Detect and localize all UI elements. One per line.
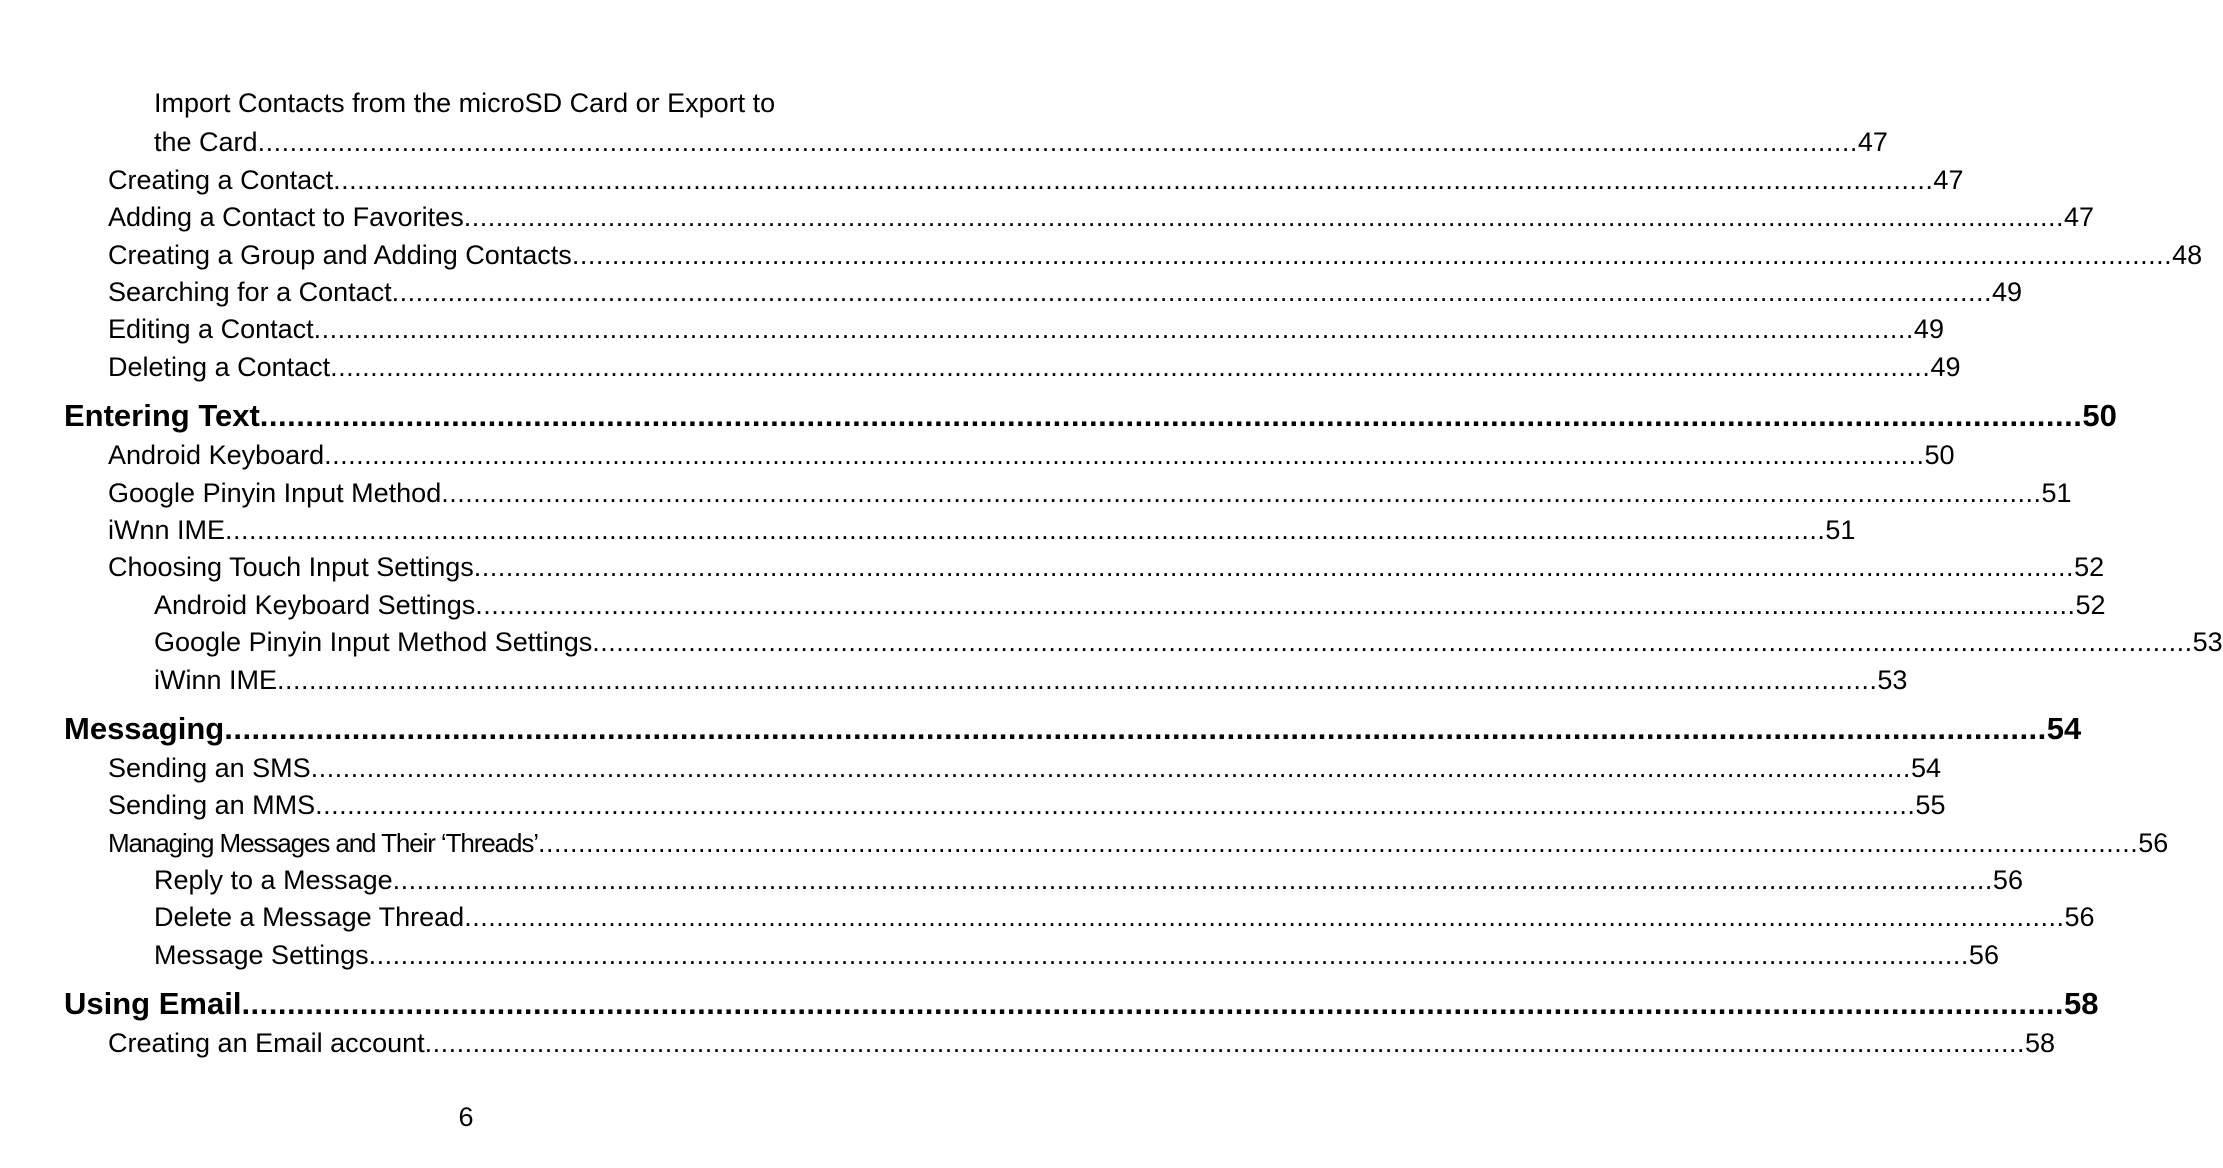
toc-entry-page: 47 xyxy=(2064,202,2095,232)
toc-entry-wrapped-line: Import Contacts from the microSD Card or Export to xyxy=(154,88,776,118)
toc-leader-dots: ........................................................................................................................................................................................................ xyxy=(259,398,2083,433)
toc-entry-title: Entering Text xyxy=(64,398,260,433)
toc-entry[interactable] xyxy=(154,588,2106,622)
toc-leader-dots: ........................................................................................................................................................................................................ xyxy=(392,865,1993,895)
toc-entry-page: 52 xyxy=(2074,552,2105,582)
toc-entry-title: Using Email xyxy=(64,986,242,1021)
toc-entry-title: Managing Messages and Their ‘Threads’ xyxy=(108,828,538,858)
toc-entry[interactable] xyxy=(154,938,1999,972)
toc-entry[interactable] xyxy=(154,125,1888,159)
toc-entry-title: Reply to a Message xyxy=(154,865,393,895)
toc-entry-title: Messaging xyxy=(64,711,225,746)
toc-entry[interactable] xyxy=(154,900,2095,934)
toc-entry-page: 49 xyxy=(1930,352,1961,382)
toc-entry-title: Creating an Email account xyxy=(108,1028,425,1058)
toc-entry-title: iWnn IME xyxy=(108,515,226,545)
toc-leader-dots: ........................................................................................................................................................................................................ xyxy=(310,753,1911,783)
toc-entry-title: Deleting a Contact xyxy=(108,352,331,382)
toc-leader-dots: ........................................................................................................................................................................................................ xyxy=(424,1028,2025,1058)
toc-entry-title: Searching for a Contact xyxy=(108,277,392,307)
toc-leader-dots: ........................................................................................................................................................................................................ xyxy=(473,552,2075,582)
toc-entry-title: Adding a Contact to Favorites xyxy=(108,202,464,232)
toc-leader-dots: ........................................................................................................................................................................................................ xyxy=(537,828,2139,858)
page-number: 6 xyxy=(458,1102,474,1132)
toc-entry[interactable] xyxy=(108,438,1955,472)
toc-entry[interactable] xyxy=(108,200,2095,234)
toc-entry[interactable] xyxy=(108,1026,2056,1060)
toc-leader-dots: ........................................................................................................................................................................................................ xyxy=(464,902,2065,932)
toc-entry-title: Message Settings xyxy=(154,940,369,970)
toc-entry-title: Google Pinyin Input Method Settings xyxy=(154,627,593,657)
toc-leader-dots: ........................................................................................................................................................................................................ xyxy=(571,240,2173,270)
toc-entry-page: 50 xyxy=(2082,398,2117,433)
toc-leader-dots: ........................................................................................................................................................................................................ xyxy=(368,940,1969,970)
toc-entry-page: 47 xyxy=(1933,165,1964,195)
toc-entry[interactable] xyxy=(108,476,2072,510)
toc-entry[interactable] xyxy=(154,625,2223,659)
toc-entry-page: 49 xyxy=(1913,314,1944,344)
toc-entry-page: 50 xyxy=(1924,440,1955,470)
toc-leader-dots: ........................................................................................................................................................................................................ xyxy=(277,665,1878,695)
toc-entry-page: 51 xyxy=(1825,515,1856,545)
toc-entry-page: 56 xyxy=(1992,865,2023,895)
toc-leader-dots: ........................................................................................................................................................................................................ xyxy=(592,627,2193,657)
toc-entry-title: Android Keyboard xyxy=(108,440,325,470)
toc-entry-page: 52 xyxy=(2075,590,2106,620)
toc-entry-title: iWinn IME xyxy=(154,665,278,695)
toc-entry-page: 53 xyxy=(2192,627,2223,657)
toc-entry-title: Editing a Contact xyxy=(108,314,314,344)
toc-entry-page: 54 xyxy=(1910,753,1941,783)
toc-entry-page: 56 xyxy=(2064,902,2095,932)
toc-leader-dots: ........................................................................................................................................................................................................ xyxy=(313,314,1914,344)
toc-entry[interactable] xyxy=(108,826,2169,860)
toc-entry-title: Delete a Message Thread xyxy=(154,902,465,932)
toc-entry[interactable] xyxy=(108,312,1944,346)
toc-entry[interactable] xyxy=(64,710,2082,748)
toc-entry-title: Sending an SMS xyxy=(108,753,311,783)
toc-entry-title: Android Keyboard Settings xyxy=(154,590,476,620)
toc-leader-dots: ........................................................................................................................................................................................................ xyxy=(324,440,1925,470)
toc-entry-title: Creating a Contact xyxy=(108,165,334,195)
toc-entry[interactable] xyxy=(108,163,1964,197)
toc-entry[interactable] xyxy=(108,513,1856,547)
toc-leader-dots: ........................................................................................................................................................................................................ xyxy=(441,478,2042,508)
toc-entry[interactable] xyxy=(108,350,1961,384)
toc-entry-title: Sending an MMS xyxy=(108,790,316,820)
toc-entry-page: 51 xyxy=(2041,478,2072,508)
toc-leader-dots: ........................................................................................................................................................................................................ xyxy=(315,790,1916,820)
toc-entry-title: Choosing Touch Input Settings xyxy=(108,552,474,582)
toc-leader-dots: ........................................................................................................................................................................................................ xyxy=(225,515,1826,545)
toc-entry-page: 56 xyxy=(1968,940,1999,970)
toc-entry[interactable] xyxy=(154,663,1908,697)
toc-leader-dots: ........................................................................................................................................................................................................ xyxy=(333,165,1934,195)
toc-entry[interactable] xyxy=(108,751,1941,785)
toc-entry[interactable] xyxy=(108,275,2023,309)
toc-entry-title: Creating a Group and Adding Contacts xyxy=(108,240,572,270)
toc-leader-dots: ........................................................................................................................................................................................................ xyxy=(257,127,1858,157)
toc-entry[interactable] xyxy=(108,788,1946,822)
toc-entry-title: Google Pinyin Input Method xyxy=(108,478,442,508)
toc-leader-dots: ........................................................................................................................................................................................................ xyxy=(224,711,2047,746)
toc-entry-page: 58 xyxy=(2064,986,2099,1021)
toc-entry[interactable] xyxy=(154,863,2023,897)
toc-leader-dots: ........................................................................................................................................................................................................ xyxy=(475,590,2076,620)
toc-entry[interactable] xyxy=(64,397,2117,435)
toc-entry-page: 49 xyxy=(1991,277,2023,307)
toc-entry-page: 55 xyxy=(1915,790,1946,820)
toc-leader-dots: ........................................................................................................................................................................................................ xyxy=(463,202,2064,232)
toc-entry[interactable] xyxy=(108,550,2105,584)
toc-entry-page: 47 xyxy=(1857,127,1888,157)
toc-entry[interactable] xyxy=(108,238,2203,272)
toc-entry-page: 58 xyxy=(2024,1028,2056,1058)
toc-leader-dots: ........................................................................................................................................................................................................ xyxy=(391,277,1992,307)
toc-entry[interactable] xyxy=(64,985,2099,1023)
toc-entry-page: 56 xyxy=(2138,828,2169,858)
toc-leader-dots: ........................................................................................................................................................................................................ xyxy=(330,352,1931,382)
toc-entry-page: 48 xyxy=(2172,240,2203,270)
toc-leader-dots: ........................................................................................................................................................................................................ xyxy=(241,986,2064,1021)
toc-entry-page: 54 xyxy=(2046,711,2082,746)
toc-entry-title: the Card xyxy=(154,127,258,157)
toc-entry-page: 53 xyxy=(1877,665,1908,695)
